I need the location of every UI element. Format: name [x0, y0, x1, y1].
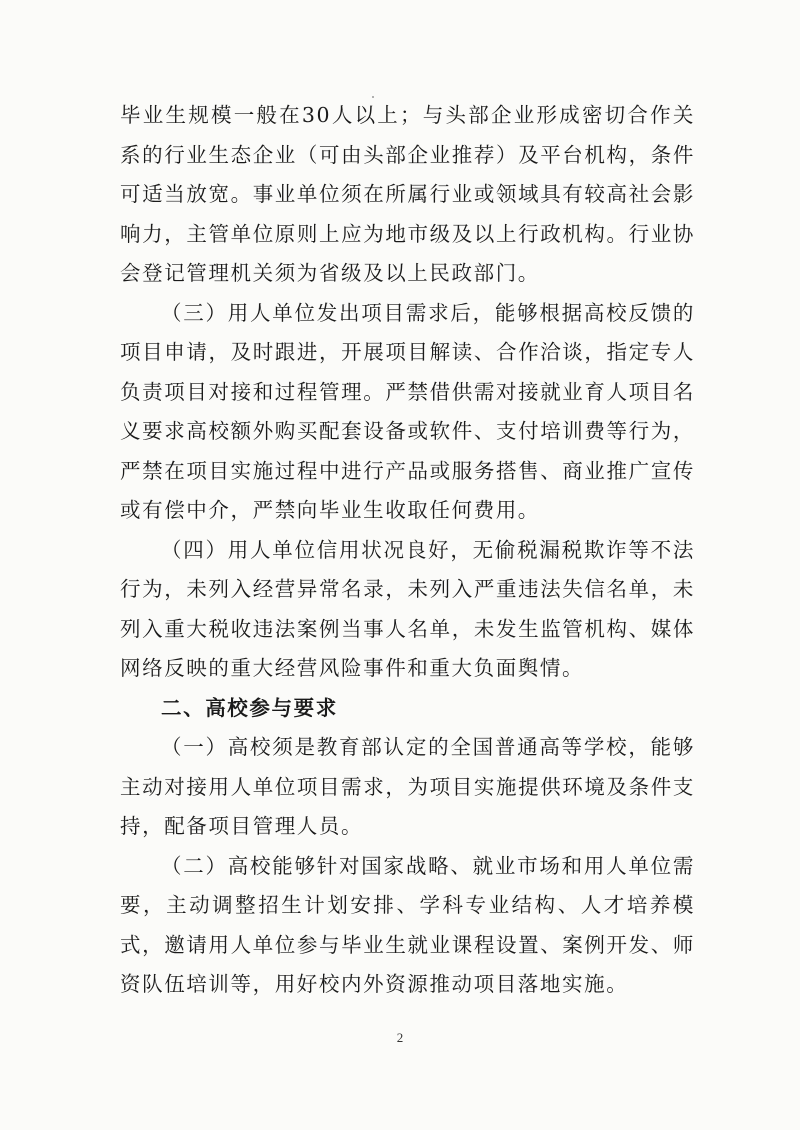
paragraph-item-4: （四）用人单位信用状况良好，无偷税漏税欺诈等不法行为，未列入经营异常名录，未列入严重违法失信名单，未列入重大税收违法案例当事人名单，未发生监管机构、媒体网络反映的重大经营风险事件和重大负面舆情。 — [120, 537, 695, 680]
paragraph-item-1: （一）高校须是教育部认定的全国普通高等学校，能够主动对接用人单位项目需求，为项目实施提供环境及条件支持，配备项目管理人员。 — [120, 735, 695, 838]
page-number: 2 — [396, 1030, 404, 1045]
paragraph-continuation: 毕业生规模一般在30人以上；与头部企业形成密切合作关系的行业生态企业（可由头部企业推荐）及平台机构，条件可适当放宽。事业单位须在所属行业或领域具有较高社会影响力，主管单位原则上应为地市级及以上行政机构。行业协会登记管理机关须为省级及以上民政部门。 — [120, 103, 695, 285]
paragraph-item-2: （二）高校能够针对国家战略、就业市场和用人单位需要，主动调整招生计划安排、学科专业结构、人才培养模式，邀请用人单位参与毕业生就业课程设置、案例开发、师资队伍培训等，用好校内外资源推动项目落地实施。 — [120, 853, 695, 996]
document-body — [120, 96, 695, 1005]
section-heading: 二、高校参与要求 — [161, 695, 338, 720]
paragraph-item-3: （三）用人单位发出项目需求后，能够根据高校反馈的项目申请，及时跟进，开展项目解读、合作洽谈，指定专人负责项目对接和过程管理。严禁借供需对接就业育人项目名义要求高校额外购买配套设备或软件、支付培训费等行为，严禁在项目实施过程中进行产品或服务搭售、商业推广宣传或有偿中介，严禁向毕业生收取任何费用。 — [120, 300, 695, 522]
